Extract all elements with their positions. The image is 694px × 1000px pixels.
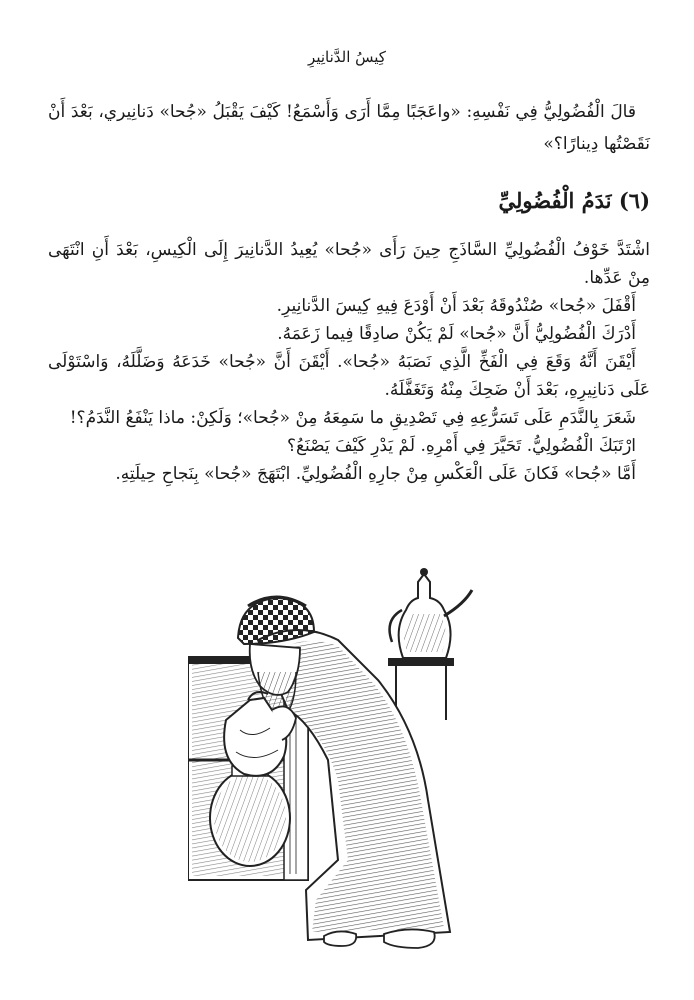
paragraph: أَقْفَلَ «جُحا» صُنْدُوقَهُ بَعْدَ أَنْ أَوْدَعَ فِيهِ كِيسَ الدَّنانِيرِ. (276, 296, 636, 316)
paragraph: أَيْقَنَ أَنَّهُ وَقَعَ فِي الْفَخِّ الَّذِي نَصَبَهُ «جُحا». أَيْقَنَ أَنَّ «جُحا» خَدَعَهُ وَضَلَّلَهُ، وَاسْتَوْلَى عَلَى دَنانِيرِهِ، بَعْدَ أَنْ ضَحِكَ مِنْهُ وَتَغَفَّلَهُ. (48, 352, 650, 400)
paragraph: أَدْرَكَ الْفُضُولِيُّ أَنَّ «جُحا» لَمْ يَكُنْ صادِقًا فِيما زَعَمَهُ. (277, 324, 636, 344)
paragraph: ارْتَبَكَ الْفُضُولِيُّ. تَحَيَّرَ فِي أَمْرِهِ. لَمْ يَدْرِ كَيْفَ يَصْنَعُ؟ (286, 436, 636, 456)
paragraph: شَعَرَ بِالنَّدَمِ عَلَى تَسَرُّعِهِ فِي تَصْدِيقِ ما سَمِعَهُ مِنْ «جُحا»؛ وَلَكِنْ: ماذا يَنْفَعُ النَّدَمُ؟! (69, 408, 636, 428)
intro-block (48, 96, 650, 160)
paragraph: أَمَّا «جُحا» فَكانَ عَلَى الْعَكْسِ مِنْ جارِهِ الْفُضُولِيِّ. ابْتَهَجَ «جُحا» بِنَجاحِ حِيلَتِهِ. (115, 464, 636, 484)
body-text (48, 236, 650, 488)
paragraph: اشْتَدَّ خَوْفُ الْفُضُولِيِّ السَّاذَجِ حِينَ رَأَى «جُحا» يُعِيدُ الدَّنانِيرَ إِلَى الْكِيسِ، بَعْدَ أَنِ انْتَهَى مِنْ عَدِّها. (48, 240, 650, 288)
illustration-man-with-money-bag (188, 560, 488, 960)
running-head: كِيسُ الدَّنانِيرِ (308, 48, 386, 66)
intro-paragraph: قالَ الْفُضُولِيُّ فِي نَفْسِهِ: «واعَجَبًا مِمَّا أَرَى وَأَسْمَعُ! كَيْفَ يَقْبَلُ «جُحا» دَنانِيري، بَعْدَ أَنْ نَقَصْتُها دِينارًا؟» (48, 102, 650, 154)
section-heading: (٦) نَدَمُ الْفُضُولِيِّ (498, 188, 650, 213)
dallah-coffee-pot (388, 568, 472, 720)
